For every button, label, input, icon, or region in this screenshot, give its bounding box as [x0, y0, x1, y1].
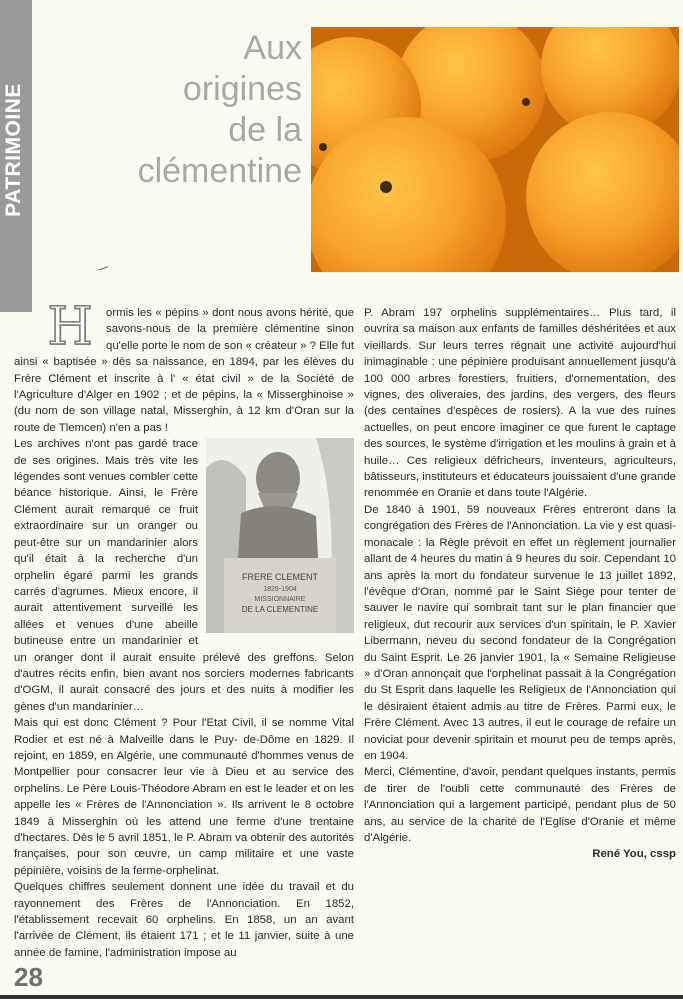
- statue-photo: [206, 438, 354, 633]
- body-text: P. Abram 197 orphelins supplémentaires… Plus tard, il ouvrira sa maison aux enfants de familles déshéritées et aux vieillards. Sur leurs terres régnait une activité aujourd'hui inimaginable : une pépinière produisant annuellement jusqu'à 100 000 arbres forestiers, fruitiers, d'ornementation, des vignes, des oliveraies, des jardins, des vergers, des fleurs (des centaines d'espèces de rosiers). A la vue des ruines actuelles, on peut encore imaginer ce que furent le captage des sources, le système d'irrigation et les moulins à grain et à huile… Ces religieux défricheurs, inventeurs, agriculteurs, bâtisseurs, instituteurs et éducateurs jouissaient d'une grande renommée en Oranie et dans toute l'Algérie.: [364, 307, 676, 500]
- title-line: clémentine: [137, 152, 302, 190]
- body-paragraph: De 1840 à 1901, 59 nouveaux Frères entreront dans la congrégation des Frères de l'Annonciation. La vie y est quasi-monacale : la Règle prévoit en effet un règlement journalier allant de 4 heures du matin à 9 heures du soir. Cependant 10 ans après la mort du fondateur survenue le 13 juillet 1892, l'évêque d'Oran, nommé par le Saint Siège pour tenter de sauver le navire qui sombrait tant sur le plan financier que religieux, dut recourir aux services d'un spiritain, le P. Xavier Libermann, neveu du second fondateur de la Congrégation du Saint Esprit. Le 26 janvier 1901, la « Semaine Religieuse » d'Oran annonçait que l'orphelinat passait à la Congrégation du St Esprit dans laquelle les Religieux de l'Annonciation qui le désiraient étaient admis au titre de Frères. Parmi eux, le Frère Clément. Avec 13 autres, il eut le courage de refaire un noviciat pour devenir spiritain et mourut peu de temps après, en 1904.: [364, 503, 676, 762]
- separator-mark: [98, 266, 108, 270]
- title-line: de la: [228, 111, 302, 149]
- body-paragraph: Les archives n'ont pas gardé trace de ses origines. Mais très vite les légendes sont venues combler cette béance historique. Ainsi, le Frère Clément aurait remarqué ce fruit extraordinaire sur un oranger ou peut-être sur un mandarinier alors qu'il était à la recherche d'un orphelin égaré parmi les grands carrés d'agrumes. Mieux encore, il aurait attentivement surveillé les allées et venues d'une abeille butineuse entre un mandarinier et un oranger dont il aurait ensuite prélevé des greffons. Selon d'autres récits enfin, bien avant nos sorciers modernes fabricants d'OGM, il aurait consacré des jours et des nuits à modifier les gènes d'un mandarinier…: [14, 438, 354, 713]
- article-title: [90, 28, 302, 192]
- body-paragraph: Merci, Clémentine, d'avoir, pendant quelques instants, permis de tirer de l'oubli cette communauté des Frères de l'Annonciation qui a largement participé, pendant plus de 50 ans, au service de la charité de l'Eglise d'Oranie et même d'Algérie.: [364, 766, 676, 844]
- drop-cap: H: [47, 297, 93, 357]
- body-paragraph: Quelques chiffres seulement donnent une idée du travail et du rayonnement des Frères de l'Annonciation. En 1852, l'établissement recevait 60 orphelins. En 1858, un an avant l'arrivée de Clément, ils étaient 171 ; et le 11 janvier, suite à une année de famine, l'administration impose au: [14, 881, 354, 959]
- title-line: Aux: [243, 29, 302, 67]
- clementines-photo: [311, 27, 679, 272]
- plaque-line: FRERE CLEMENT: [241, 572, 319, 583]
- bottom-edge: [0, 995, 683, 999]
- body-paragraph: [364, 305, 676, 502]
- plaque-line: 1829-1904: [263, 586, 297, 594]
- intro-text: ormis les « pépins » dont nous avons hérité, que savons-nous de la première clémentine sinon qu'elle porte le nom de son « créateur » ? Elle fut ainsi « baptisée » dès sa naissance, en 1894, par les élèves du Frère Clément et inscrite à l' « état civil » de la Société de l'Agriculture d'Alger en 1902 ; et de pépins, la « Misserghinoise » (du nom de son village natal, Misserghin, à 12 km d'Oran sur la route de Tlemcen) n'en a pas !: [14, 307, 354, 434]
- section-label: PATRIMOINE: [2, 83, 25, 217]
- page-number: 28: [14, 962, 43, 992]
- article-column-left: [14, 297, 354, 961]
- clementines-illustration: [311, 27, 679, 272]
- title-line: origines: [182, 70, 302, 108]
- statue-illustration: [206, 438, 354, 633]
- article-column-right: [364, 305, 676, 863]
- intro-paragraph: [14, 297, 354, 436]
- plaque-line: DE LA CLEMENTINE: [241, 605, 319, 615]
- body-paragraph: Mais qui est donc Clément ? Pour l'Etat Civil, il se nomme Vital Rodier et est né à Malveille dans le Puy- de-Dôme en 1829. Il rejoint, en 1859, en Algérie, une communauté d'hommes venus de Montpellier pour consacrer leur vie à Dieu et au service des orphelins. Le Père Louis-Théodore Abram en est le leader et on les appelle les « Frères de l'Annonciation ». Ils arrivent le 8 octobre 1849 à Misserghin où les attend une ferme d'une trentaine d'hectares. Dès le 5 avril 1851, le P. Abram va obtenir des autorités françaises, pour son œuvre, un camp militaire et une vaste pépinière, voisins de la ferme-orphelinat.: [14, 717, 354, 877]
- author-signature: René You, cssp: [592, 848, 676, 861]
- plaque-line: MISSIONNAIRE: [254, 596, 306, 604]
